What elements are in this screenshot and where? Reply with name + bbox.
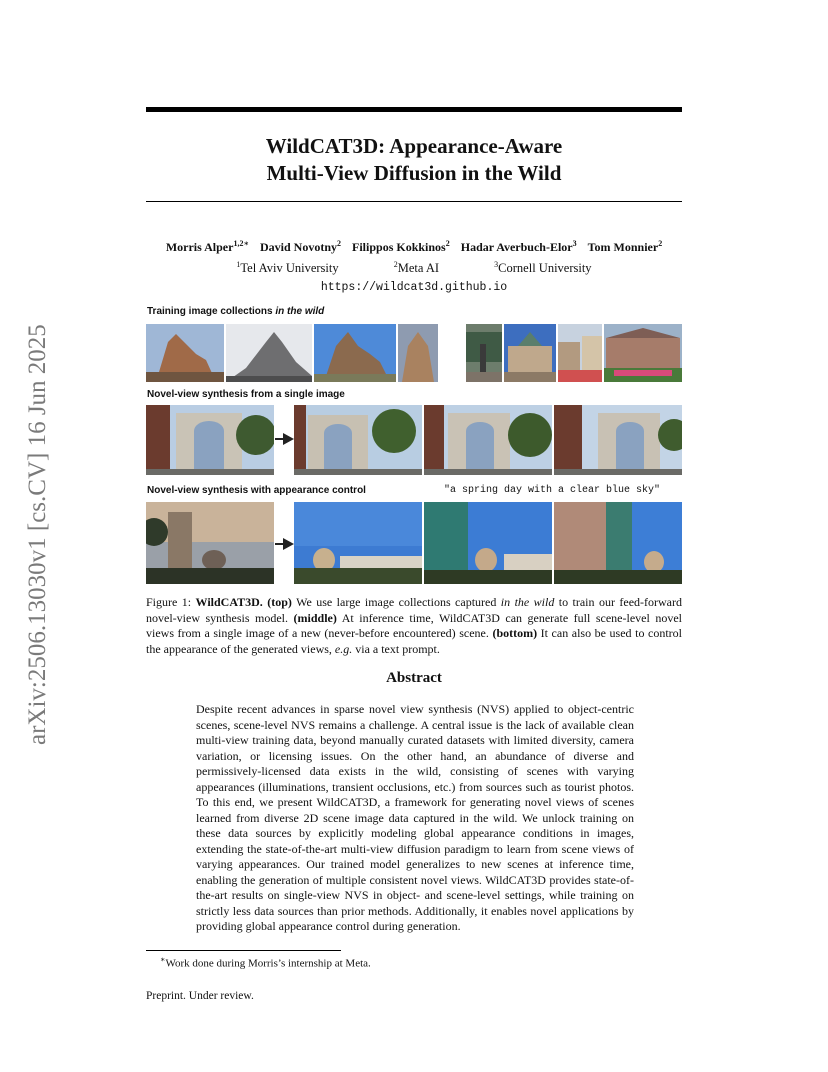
project-url-link[interactable]: https://wildcat3d.github.io [320, 281, 508, 294]
affiliations [146, 260, 682, 276]
novel-view-plaza-1 [294, 502, 422, 584]
title-line-2: Multi-View Diffusion in the Wild [266, 161, 562, 185]
arrow-icon-row3 [283, 538, 294, 550]
input-plaza-photo [146, 502, 274, 584]
title-top-rule [146, 107, 682, 112]
footnote-rule [146, 950, 341, 951]
figure-label-training: Training image collections in the wild [147, 306, 325, 317]
input-arch-photo [146, 405, 274, 475]
author-list [146, 238, 682, 255]
training-photo-square-4 [604, 324, 682, 382]
training-photo-square-2 [504, 324, 556, 382]
title-line-1: WildCAT3D: Appearance-Aware [265, 134, 563, 158]
affiliation-2: $^2$Meta AI [393, 260, 440, 276]
author-4: Hadar Averbuch-Elor$^3$ [460, 239, 577, 254]
arxiv-identifier: arXiv:2506.13030v1 [cs.CV] 16 Jun 2025 [24, 324, 51, 746]
training-photo-temple-4 [398, 324, 438, 382]
preprint-notice: Preprint. Under review. [146, 990, 254, 1002]
figure-label-appearance: Novel-view synthesis with appearance control [147, 485, 366, 496]
abstract-heading: Abstract [386, 670, 442, 686]
author-2: David Novotny$^2$ [260, 239, 342, 254]
footnote: ∗Work done during Morris’s internship at Meta. [160, 955, 371, 970]
novel-view-plaza-2 [424, 502, 552, 584]
novel-view-plaza-3 [554, 502, 682, 584]
novel-view-arch-2 [424, 405, 552, 475]
figure-caption: Figure 1: WildCAT3D. (top) We use large image collections captured in the wild to train our feed-forward novel-view synthesis model. (middle) At inference time, WildCAT3D can generate full scene-level novel views from a single image of a new (never-before encountered) scene. (bottom) It can also be used to control the appearance of the generated views, e.g. via a text prompt. [146, 595, 683, 656]
arrow-icon-row2 [283, 433, 294, 445]
figure-label-single-image: Novel-view synthesis from a single image [147, 389, 345, 400]
author-3: Filippos Kokkinos$^2$ [352, 239, 450, 254]
figure-text-prompt: "a spring day with a clear blue sky" [444, 485, 661, 496]
training-photo-square-3 [558, 324, 602, 382]
training-photo-temple-2 [226, 324, 312, 382]
author-5: Tom Monnier$^2$ [587, 239, 663, 254]
training-photo-temple-3 [314, 324, 396, 382]
paper-title [146, 133, 682, 187]
novel-view-arch-1 [294, 405, 422, 475]
author-1: Morris Alper$^{1,2∗}$ [165, 239, 249, 254]
training-photo-temple-1 [146, 324, 224, 382]
title-bottom-rule [146, 201, 682, 202]
novel-view-arch-3 [554, 405, 682, 475]
affiliation-1: $^1$Tel Aviv University [236, 260, 339, 276]
affiliation-3: $^3$Cornell University [494, 260, 592, 276]
training-photo-square-1 [466, 324, 502, 382]
abstract-text: Despite recent advances in sparse novel view synthesis (NVS) applied to object-centric scenes, scene-level NVS remains a challenge. A central issue is the lack of available clean multi-view training data, beyond manually curated datasets with limited diversity, camera variation, or licensing issues. On the other hand, an abundance of diverse and permissively-licensed data exists in the wild, consisting of scenes with varying appearances (illuminations, transient occlusions, etc.) from sources such as tourist photos. To this end, we present WildCAT3D, a framework for generating novel views of scenes learned from diverse 2D scene image data captured in the wild. We unlock training on these data sources by explicitly modeling global appearance conditions in images, extending the state-of-the-art multi-view diffusion paradigm to learn from scene views of varying appearances. Our trained model generalizes to new scenes at inference time, enabling the generation of multiple consistent novel views. WildCAT3D provides state-of-the-art results on single-view NVS in object- and scene-level settings, while training on strictly less data sources than prior methods. Additionally, it enables novel applications by providing global appearance control during generation. [196, 702, 634, 933]
